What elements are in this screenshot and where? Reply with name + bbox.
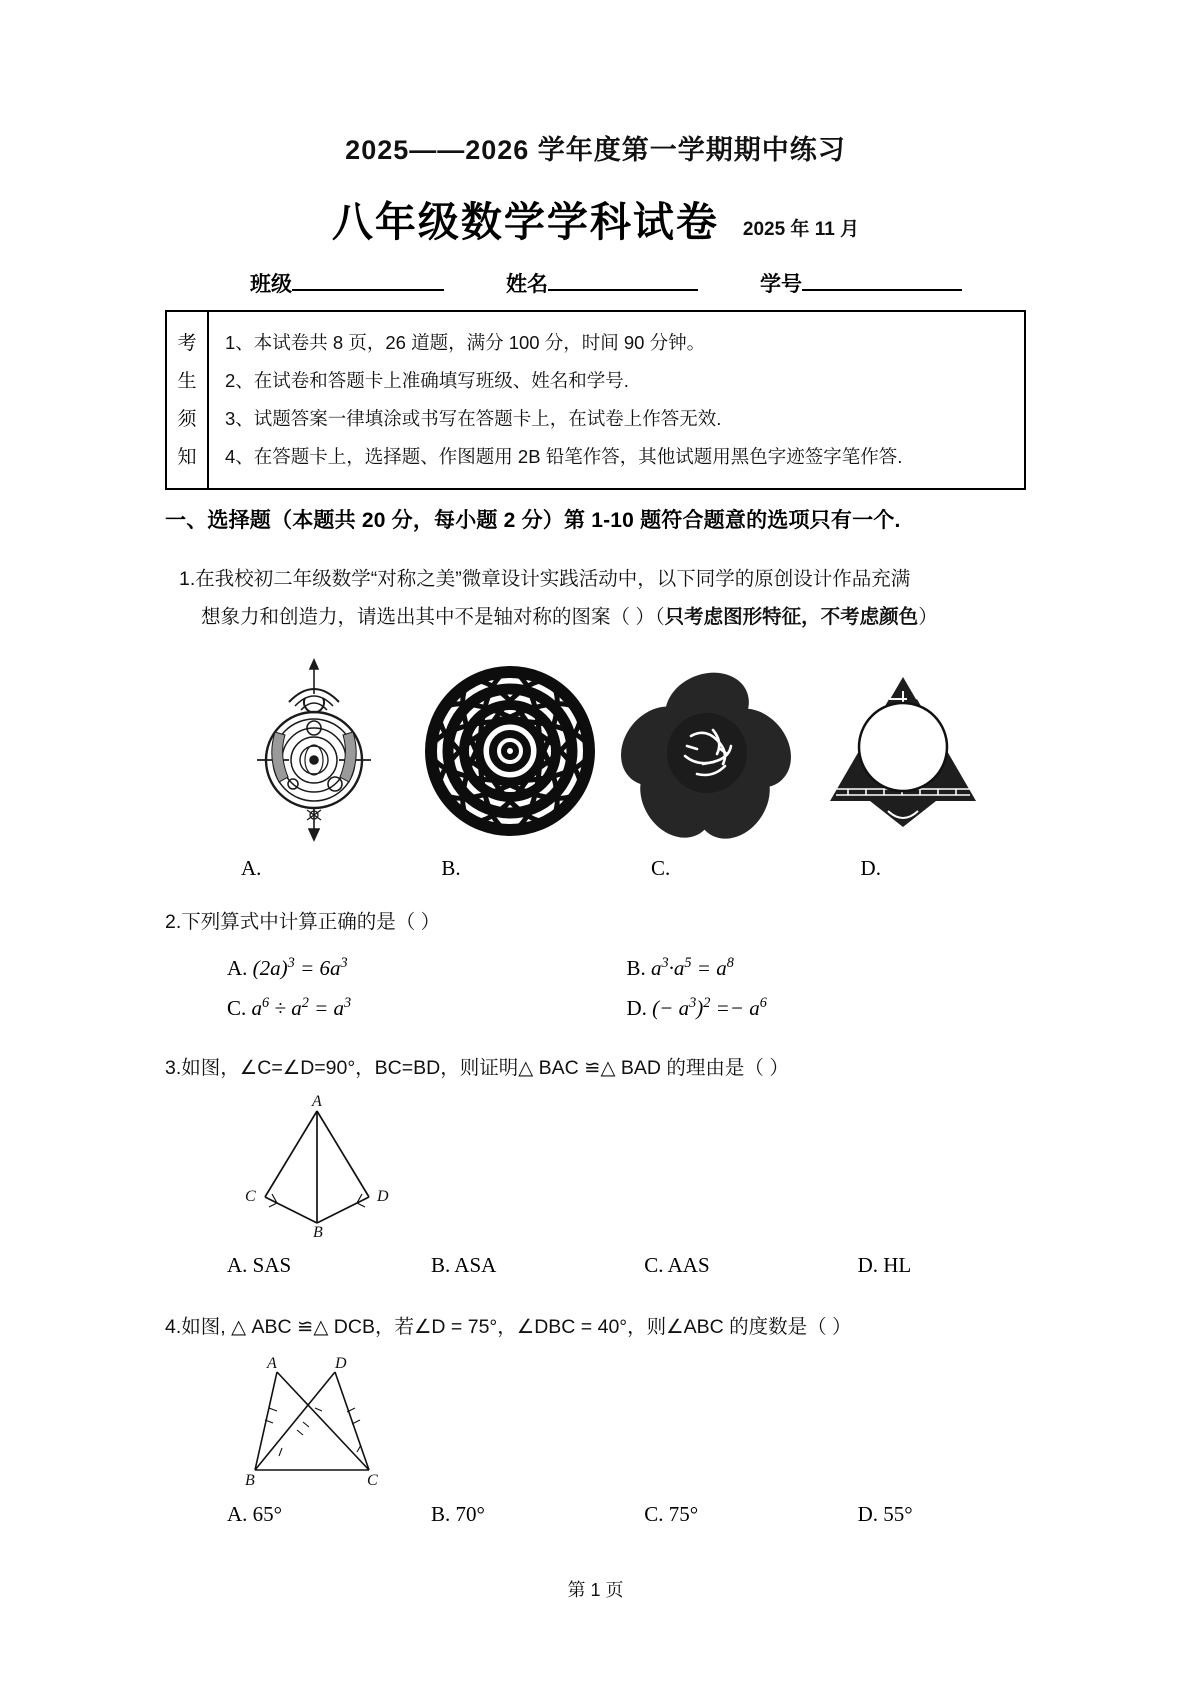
section-heading-choice: 一、选择题（本题共 20 分，每小题 2 分）第 1-10 题符合题意的选项只有一个. bbox=[165, 509, 901, 532]
question-2 bbox=[165, 903, 1026, 1021]
question-2-option-c[interactable] bbox=[165, 995, 627, 1021]
question-2-options-row-1 bbox=[165, 955, 1026, 981]
student-id-blank[interactable] bbox=[802, 270, 962, 291]
title-row bbox=[0, 189, 1191, 248]
question-1-option-labels bbox=[179, 856, 1026, 881]
question-1-figure-strip bbox=[179, 646, 1026, 846]
question-2-options-row-2 bbox=[165, 995, 1026, 1021]
class-blank[interactable] bbox=[292, 270, 444, 291]
option-label: D. bbox=[626, 996, 647, 1021]
notice-item: 2、在试卷和答题卡上准确填写班级、姓名和学号. bbox=[225, 369, 629, 391]
vertex-label-b: B bbox=[313, 1224, 323, 1239]
question-2-text: 2.下列算式中计算正确的是（ ） bbox=[165, 911, 441, 934]
question-2-option-d[interactable] bbox=[627, 995, 1027, 1021]
question-1 bbox=[165, 560, 1026, 881]
question-1-option-label-a[interactable]: A. bbox=[241, 856, 262, 881]
question-3-option-d[interactable]: D. HL bbox=[857, 1253, 912, 1278]
question-3-figure bbox=[165, 1093, 1026, 1243]
option-label: B. bbox=[626, 956, 646, 981]
question-3-option-c[interactable]: C. AAS bbox=[644, 1253, 710, 1278]
option-expression: $a^6 \div a^2 = a^3$ bbox=[251, 995, 352, 1021]
question-3-option-a[interactable]: A. SAS bbox=[227, 1253, 292, 1278]
academic-year-line: 2025——2026 学年度第一学期期中练习 bbox=[345, 135, 846, 165]
question-4-option-c[interactable]: C. 75° bbox=[644, 1502, 699, 1527]
name-field[interactable] bbox=[506, 268, 698, 298]
question-1-line-2 bbox=[179, 598, 1026, 636]
vertex-label-c: C bbox=[245, 1188, 256, 1206]
emblem-ink-flower-icon bbox=[617, 664, 797, 839]
notice-side-label bbox=[167, 312, 209, 488]
vertex-label-a: A bbox=[312, 1093, 322, 1111]
question-1-line-2-emphasis: 只考虑图形特征，不考虑颜色 bbox=[664, 606, 919, 629]
option-label: A. bbox=[227, 956, 248, 981]
vertex-label-c: C bbox=[367, 1472, 378, 1488]
question-3-option-b[interactable]: B. ASA bbox=[430, 1253, 497, 1278]
notice-side-char: 须 bbox=[177, 408, 197, 430]
vertex-label-b: B bbox=[245, 1472, 255, 1488]
notice-item: 1、本试卷共 8 页，26 道题，满分 100 分，时间 90 分钟。 bbox=[225, 331, 706, 353]
question-1-line-2-part-a: 想象力和创造力，请选出其中不是轴对称的图案（ ）（ bbox=[201, 606, 665, 629]
question-2-option-b[interactable] bbox=[627, 955, 1027, 981]
question-4-option-d[interactable]: D. 55° bbox=[857, 1502, 913, 1527]
figure-option-d bbox=[808, 656, 998, 846]
class-field[interactable] bbox=[250, 268, 444, 298]
question-1-line-2-part-c: ） bbox=[918, 606, 938, 629]
identity-row bbox=[0, 268, 1191, 298]
vertex-label-d: D bbox=[377, 1188, 389, 1206]
question-4-options bbox=[165, 1502, 1026, 1527]
question-4-option-a[interactable]: A. 65° bbox=[227, 1502, 283, 1527]
class-label: 班级 bbox=[250, 273, 292, 296]
option-expression: (− $a^3)^2 =- a^6$ bbox=[652, 995, 767, 1021]
notice-side-char: 生 bbox=[177, 370, 197, 392]
candidate-notice-box bbox=[165, 310, 1026, 490]
vertex-label-a: A bbox=[267, 1355, 277, 1373]
question-3 bbox=[165, 1049, 1026, 1278]
vertex-label-d: D bbox=[335, 1355, 347, 1373]
question-3-text: 3.如图，∠C=∠D=90°，BC=BD，则证明△ BAC ≌△ BAD 的理由是（ ） bbox=[165, 1057, 789, 1080]
question-4-figure bbox=[165, 1352, 1026, 1492]
question-4-text: 4.如图, △ ABC ≌△ DCB，若∠D = 75°，∠DBC = 40°，则∠ABC 的度数是（ ） bbox=[165, 1316, 852, 1339]
question-2-option-a[interactable] bbox=[165, 955, 627, 981]
figure-option-a bbox=[219, 656, 409, 846]
student-id-field[interactable] bbox=[760, 268, 962, 298]
notice-item: 3、试题答案一律填涂或书写在答题卡上，在试卷上作答无效. bbox=[225, 407, 722, 429]
page-number-footer: 第 1 页 bbox=[567, 1580, 624, 1600]
option-label: C. bbox=[227, 996, 247, 1021]
name-label: 姓名 bbox=[506, 273, 548, 296]
emblem-compass-crescent-icon bbox=[227, 654, 402, 849]
kite-triangle-diagram-icon bbox=[217, 1093, 417, 1238]
emblem-triangle-ring-icon bbox=[818, 661, 988, 841]
name-blank[interactable] bbox=[548, 270, 698, 291]
question-4-option-b[interactable]: B. 70° bbox=[430, 1502, 485, 1527]
page-title: 八年级数学学科试卷 bbox=[331, 199, 719, 245]
notice-item: 4、在答题卡上，选择题、作图题用 2B 铅笔作答，其他试题用黑色字迹签字笔作答. bbox=[225, 445, 903, 467]
question-1-option-label-d[interactable]: D. bbox=[860, 856, 881, 881]
figure-option-b bbox=[415, 656, 605, 846]
notice-body bbox=[209, 312, 1024, 488]
notice-side-char: 知 bbox=[177, 446, 197, 468]
emblem-concentric-rings-icon bbox=[425, 666, 595, 836]
figure-option-c bbox=[612, 656, 802, 846]
student-id-label: 学号 bbox=[760, 273, 802, 296]
question-1-option-label-c[interactable]: C. bbox=[650, 856, 671, 881]
question-3-options bbox=[165, 1253, 1026, 1278]
exam-date: 2025 年 11 月 bbox=[742, 219, 860, 240]
notice-side-char: 考 bbox=[177, 332, 197, 354]
question-1-line-1: 1.在我校初二年级数学“对称之美”微章设计实践活动中，以下同学的原创设计作品充满 bbox=[179, 568, 911, 590]
option-expression: $(2a)^3 = 6a^3$ bbox=[252, 955, 348, 981]
question-4 bbox=[165, 1308, 1026, 1527]
crossed-triangles-diagram-icon bbox=[217, 1352, 427, 1487]
document-header bbox=[0, 0, 1191, 248]
option-expression: $a^3\cdot a^5 = a^8$ bbox=[651, 955, 734, 981]
question-1-option-label-b[interactable]: B. bbox=[441, 856, 461, 881]
